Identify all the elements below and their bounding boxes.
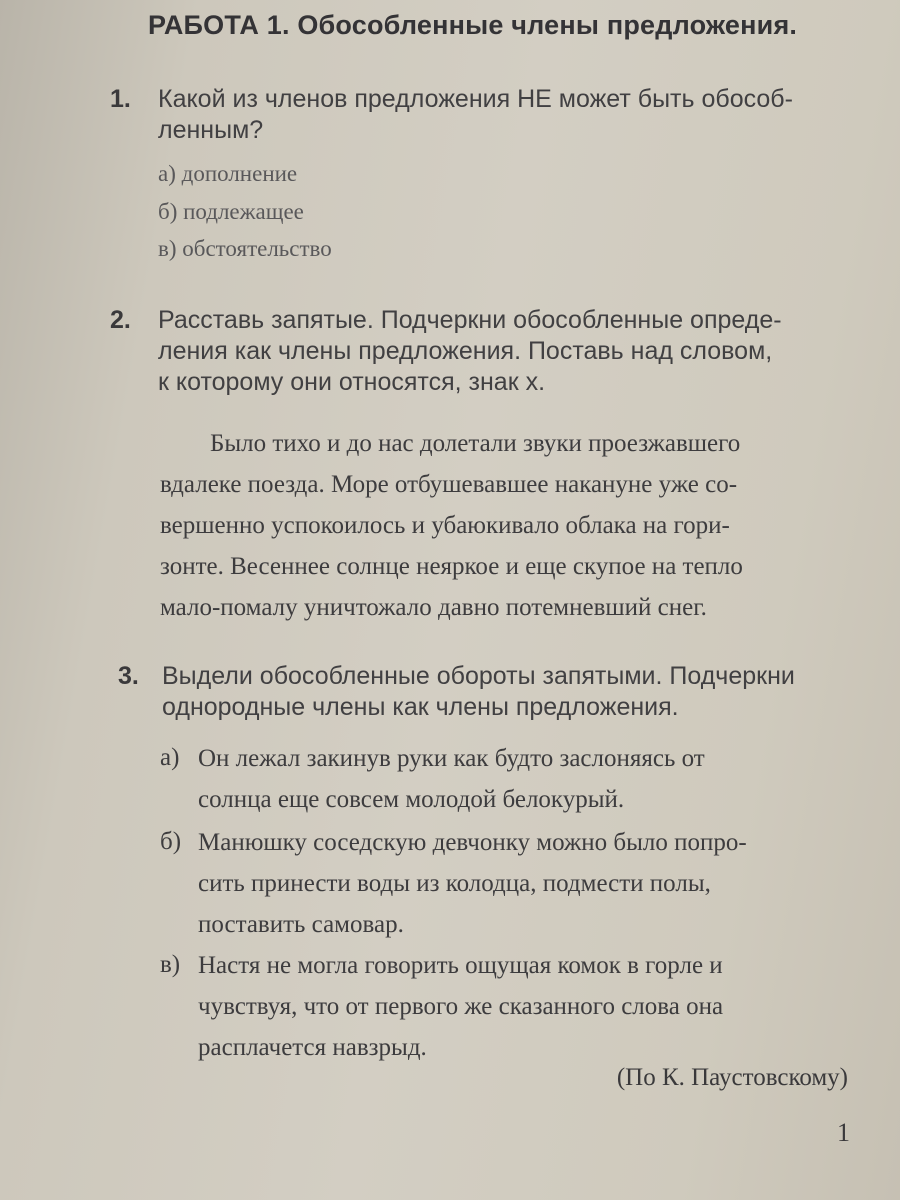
text-line: вершенно успокоилось и убаюкивало облака на гори- bbox=[160, 512, 730, 539]
item-line: Настя не могла говорить ощущая комок в горле и bbox=[198, 952, 723, 979]
item-line: Он лежал закинув руки как будто заслоняясь от bbox=[198, 745, 705, 772]
question-2-number: 2. bbox=[110, 306, 131, 334]
text-line: Было тихо и до нас долетали звуки проезжавшего bbox=[210, 430, 741, 457]
text-line: зонте. Весеннее солнце неяркое и еще скупое на тепло bbox=[160, 553, 743, 580]
question-1-number: 1. bbox=[110, 85, 131, 113]
question-2-line: к которому они относятся, знак х. bbox=[158, 368, 546, 396]
question-2-line: Расставь запятые. Подчеркни обособленные опреде- bbox=[158, 306, 782, 334]
item-line: сить принести воды из колодца, подмести полы, bbox=[198, 870, 711, 897]
item-line: расплачется навзрыд. bbox=[198, 1034, 427, 1061]
question-2-text bbox=[160, 423, 860, 628]
page-title: РАБОТА 1. Обособленные члены предложения. bbox=[148, 10, 798, 40]
question-3-prompt bbox=[162, 661, 795, 723]
item-line: солнца еще совсем молодой белокурый. bbox=[198, 786, 625, 813]
question-3-number: 3. bbox=[118, 662, 139, 690]
item-line: поставить самовар. bbox=[198, 911, 404, 938]
question-1-option-c: в) обстоятельство bbox=[158, 236, 332, 261]
question-3-line: Выдели обособленные обороты запятыми. Подчеркни bbox=[162, 662, 795, 690]
question-3-line: однородные члены как члены предложения. bbox=[162, 693, 679, 721]
question-2-line: ления как члены предложения. Поставь над словом, bbox=[158, 337, 773, 365]
source-attribution: (По К. Паустовскому) bbox=[616, 1064, 848, 1091]
question-2-prompt bbox=[158, 305, 782, 398]
question-3-item-b-text bbox=[198, 822, 747, 945]
item-line: чувствуя, что от первого же сказанного слова она bbox=[198, 993, 724, 1020]
question-3-item-a-text bbox=[198, 738, 705, 820]
question-3-item-c-label: в) bbox=[160, 951, 181, 978]
question-1-line: Какой из членов предложения НЕ может быть обособ- bbox=[158, 85, 793, 113]
question-3-item-a-label: а) bbox=[160, 744, 180, 771]
question-1-prompt bbox=[158, 84, 793, 146]
question-1-option-b: б) подлежащее bbox=[158, 199, 304, 224]
item-line: Манюшку соседскую девчонку можно было попро- bbox=[198, 829, 747, 856]
text-line: вдалеке поезда. Море отбушевавшее накануне уже со- bbox=[160, 471, 738, 498]
text-line: мало-помалу уничтожало давно потемневший снег. bbox=[160, 594, 707, 621]
question-3-item-c-text bbox=[198, 945, 723, 1068]
page-number: 1 bbox=[837, 1118, 850, 1147]
question-3-item-b-label: б) bbox=[160, 828, 182, 855]
question-1-line: ленным? bbox=[158, 116, 264, 144]
question-1-option-a: а) дополнение bbox=[158, 161, 298, 186]
